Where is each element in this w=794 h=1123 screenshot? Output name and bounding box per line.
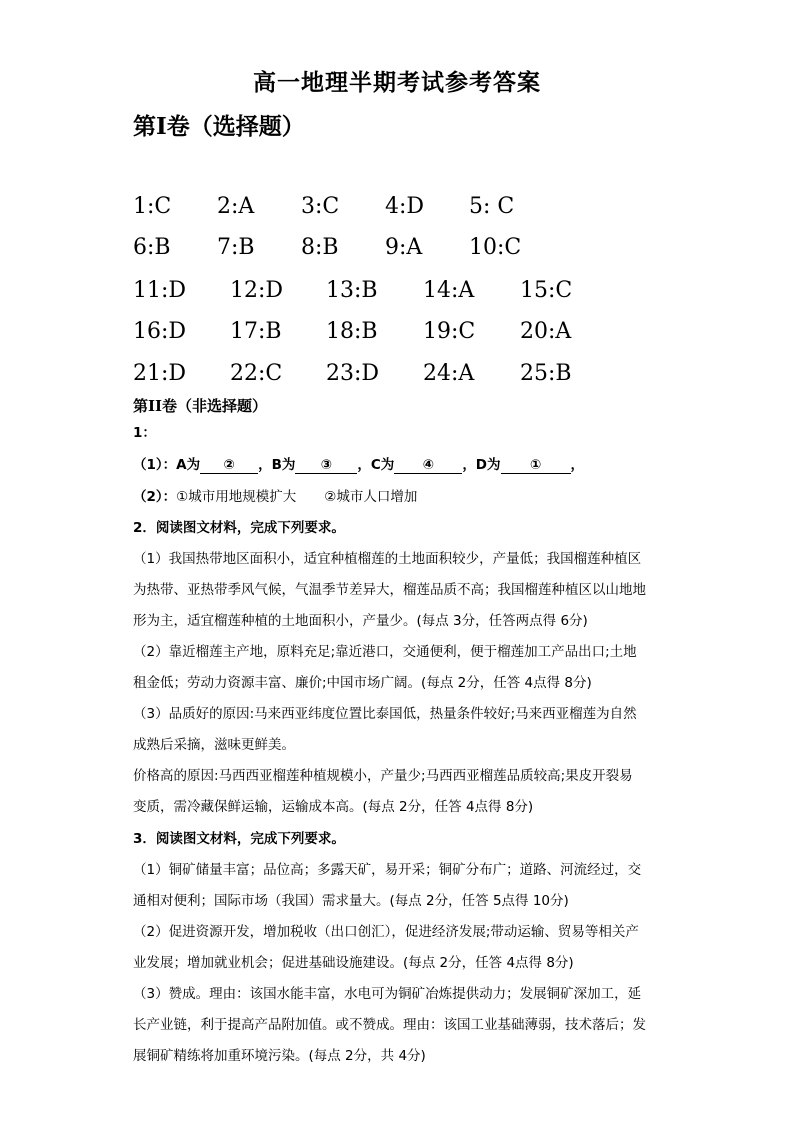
q3-line: （2）促进资源开发，增加税收（出口创汇），促进经济发展;带动运输、贸易等相关产 bbox=[133, 924, 639, 940]
q3-line: （1）铜矿储量丰富；品位高；多露天矿，易开采；铜矿分布广；道路、河流经过，交 bbox=[133, 862, 642, 878]
q2-line: 变质，需冷藏保鲜运输，运输成本高。(每点 2分，任答 4点得 8分) bbox=[133, 799, 534, 815]
answer-item: 9:A bbox=[385, 235, 423, 260]
q3-line: 长产业链，利于提高产品附加值。或不赞成。理由：该国工业基础薄弱，技术落后；发 bbox=[133, 1017, 646, 1033]
answer-item: 24:A bbox=[423, 361, 475, 386]
q1-blank-d: ① bbox=[501, 457, 571, 474]
q3-line: 通相对便利；国际市场（我国）需求量大。(每点 2分，任答 5点得 10分) bbox=[133, 893, 569, 909]
answer-item: 14:A bbox=[423, 278, 475, 303]
q1-c-prefix: ，C为 bbox=[357, 457, 395, 473]
q1-sub2 bbox=[133, 485, 417, 505]
q2-line: 租金低；劳动力资源丰富、廉价;中国市场广阔。(每点 2分，任答 4点得 8分) bbox=[133, 675, 592, 691]
answer-item: 6:B bbox=[133, 235, 171, 260]
part2-heading: 第II卷（非选择题） bbox=[133, 397, 268, 415]
answer-item: 7:B bbox=[217, 235, 255, 260]
answer-item: 5: C bbox=[469, 194, 515, 219]
q3-line: 展铜矿精练将加重环境污染。(每点 2分，共 4分) bbox=[133, 1048, 426, 1064]
answer-item: 2:A bbox=[217, 194, 255, 219]
answer-item: 20:A bbox=[520, 319, 572, 344]
q1-b-prefix: ，B为 bbox=[258, 457, 296, 473]
answer-item: 8:B bbox=[301, 235, 339, 260]
answer-item: 11:D bbox=[133, 278, 187, 303]
q2-line: 成熟后采摘，滋味更鲜美。 bbox=[133, 737, 295, 753]
q1-d-prefix: ，D为 bbox=[462, 457, 501, 473]
answer-item: 17:B bbox=[230, 319, 282, 344]
answer-item: 23:D bbox=[326, 361, 380, 386]
q1-sub2-prefix: （2）： bbox=[133, 489, 177, 505]
answer-item: 3:C bbox=[301, 194, 340, 219]
q2-line: 价格高的原因:马西西亚榴莲种植规模小，产量少;马西西亚榴莲品质较高;果皮开裂易 bbox=[133, 768, 633, 784]
answer-item: 21:D bbox=[133, 361, 187, 386]
q3-heading: 3．阅读图文材料，完成下列要求。 bbox=[133, 831, 345, 847]
q1-sub1-suffix: ， bbox=[570, 457, 585, 473]
q1-number: 1： bbox=[133, 425, 156, 441]
answer-item: 15:C bbox=[520, 278, 573, 303]
q1-blank-c: ④ bbox=[394, 457, 462, 474]
q2-heading: 2．阅读图文材料，完成下列要求。 bbox=[133, 520, 345, 536]
q2-line: 为热带、亚热带季风气候，气温季节差异大，榴莲品质不高；我国榴莲种植区以山地地 bbox=[133, 582, 646, 598]
answer-item: 25:B bbox=[520, 361, 572, 386]
q2-line: 形为主，适宜榴莲种植的土地面积小，产量少。(每点 3分，任答两点得 6分) bbox=[133, 613, 588, 629]
q2-line: （1）我国热带地区面积小，适宜种植榴莲的土地面积较少，产量低；我国榴莲种植区 bbox=[133, 551, 642, 567]
q1-sub1-prefix: （1）：A为 bbox=[133, 457, 201, 473]
answer-item: 18:B bbox=[326, 319, 378, 344]
q1-blank-b: ③ bbox=[295, 457, 357, 474]
q1-sub2-item1: ①城市用地规模扩大 bbox=[176, 489, 297, 505]
answer-item: 4:D bbox=[385, 194, 425, 219]
answer-item: 12:D bbox=[230, 278, 284, 303]
q1-blank-a: ② bbox=[200, 457, 258, 474]
answer-item: 22:C bbox=[230, 361, 283, 386]
q3-line: 业发展；增加就业机会；促进基础设施建设。(每点 2分，任答 4点得 8分) bbox=[133, 955, 574, 971]
q1-sub1 bbox=[133, 453, 584, 474]
page-title: 高一地理半期考试参考答案 bbox=[253, 69, 541, 96]
q1-sub2-item2: ②城市人口增加 bbox=[324, 489, 418, 505]
part1-heading: 第Ⅰ卷（选择题） bbox=[133, 113, 305, 140]
answer-item: 19:C bbox=[423, 319, 476, 344]
answer-item: 1:C bbox=[133, 194, 172, 219]
answer-item: 16:D bbox=[133, 319, 187, 344]
answer-item: 10:C bbox=[469, 235, 522, 260]
q2-line: （3）品质好的原因:马来西亚纬度位置比泰国低，热量条件较好;马来西亚榴莲为自然 bbox=[133, 706, 637, 722]
q2-line: （2）靠近榴莲主产地，原料充足;靠近港口，交通便利，便于榴莲加工产品出口;土地 bbox=[133, 644, 637, 660]
q3-line: （3）赞成。理由：该国水能丰富，水电可为铜矿冶炼提供动力；发展铜矿深加工，延 bbox=[133, 986, 642, 1002]
answer-item: 13:B bbox=[326, 278, 378, 303]
